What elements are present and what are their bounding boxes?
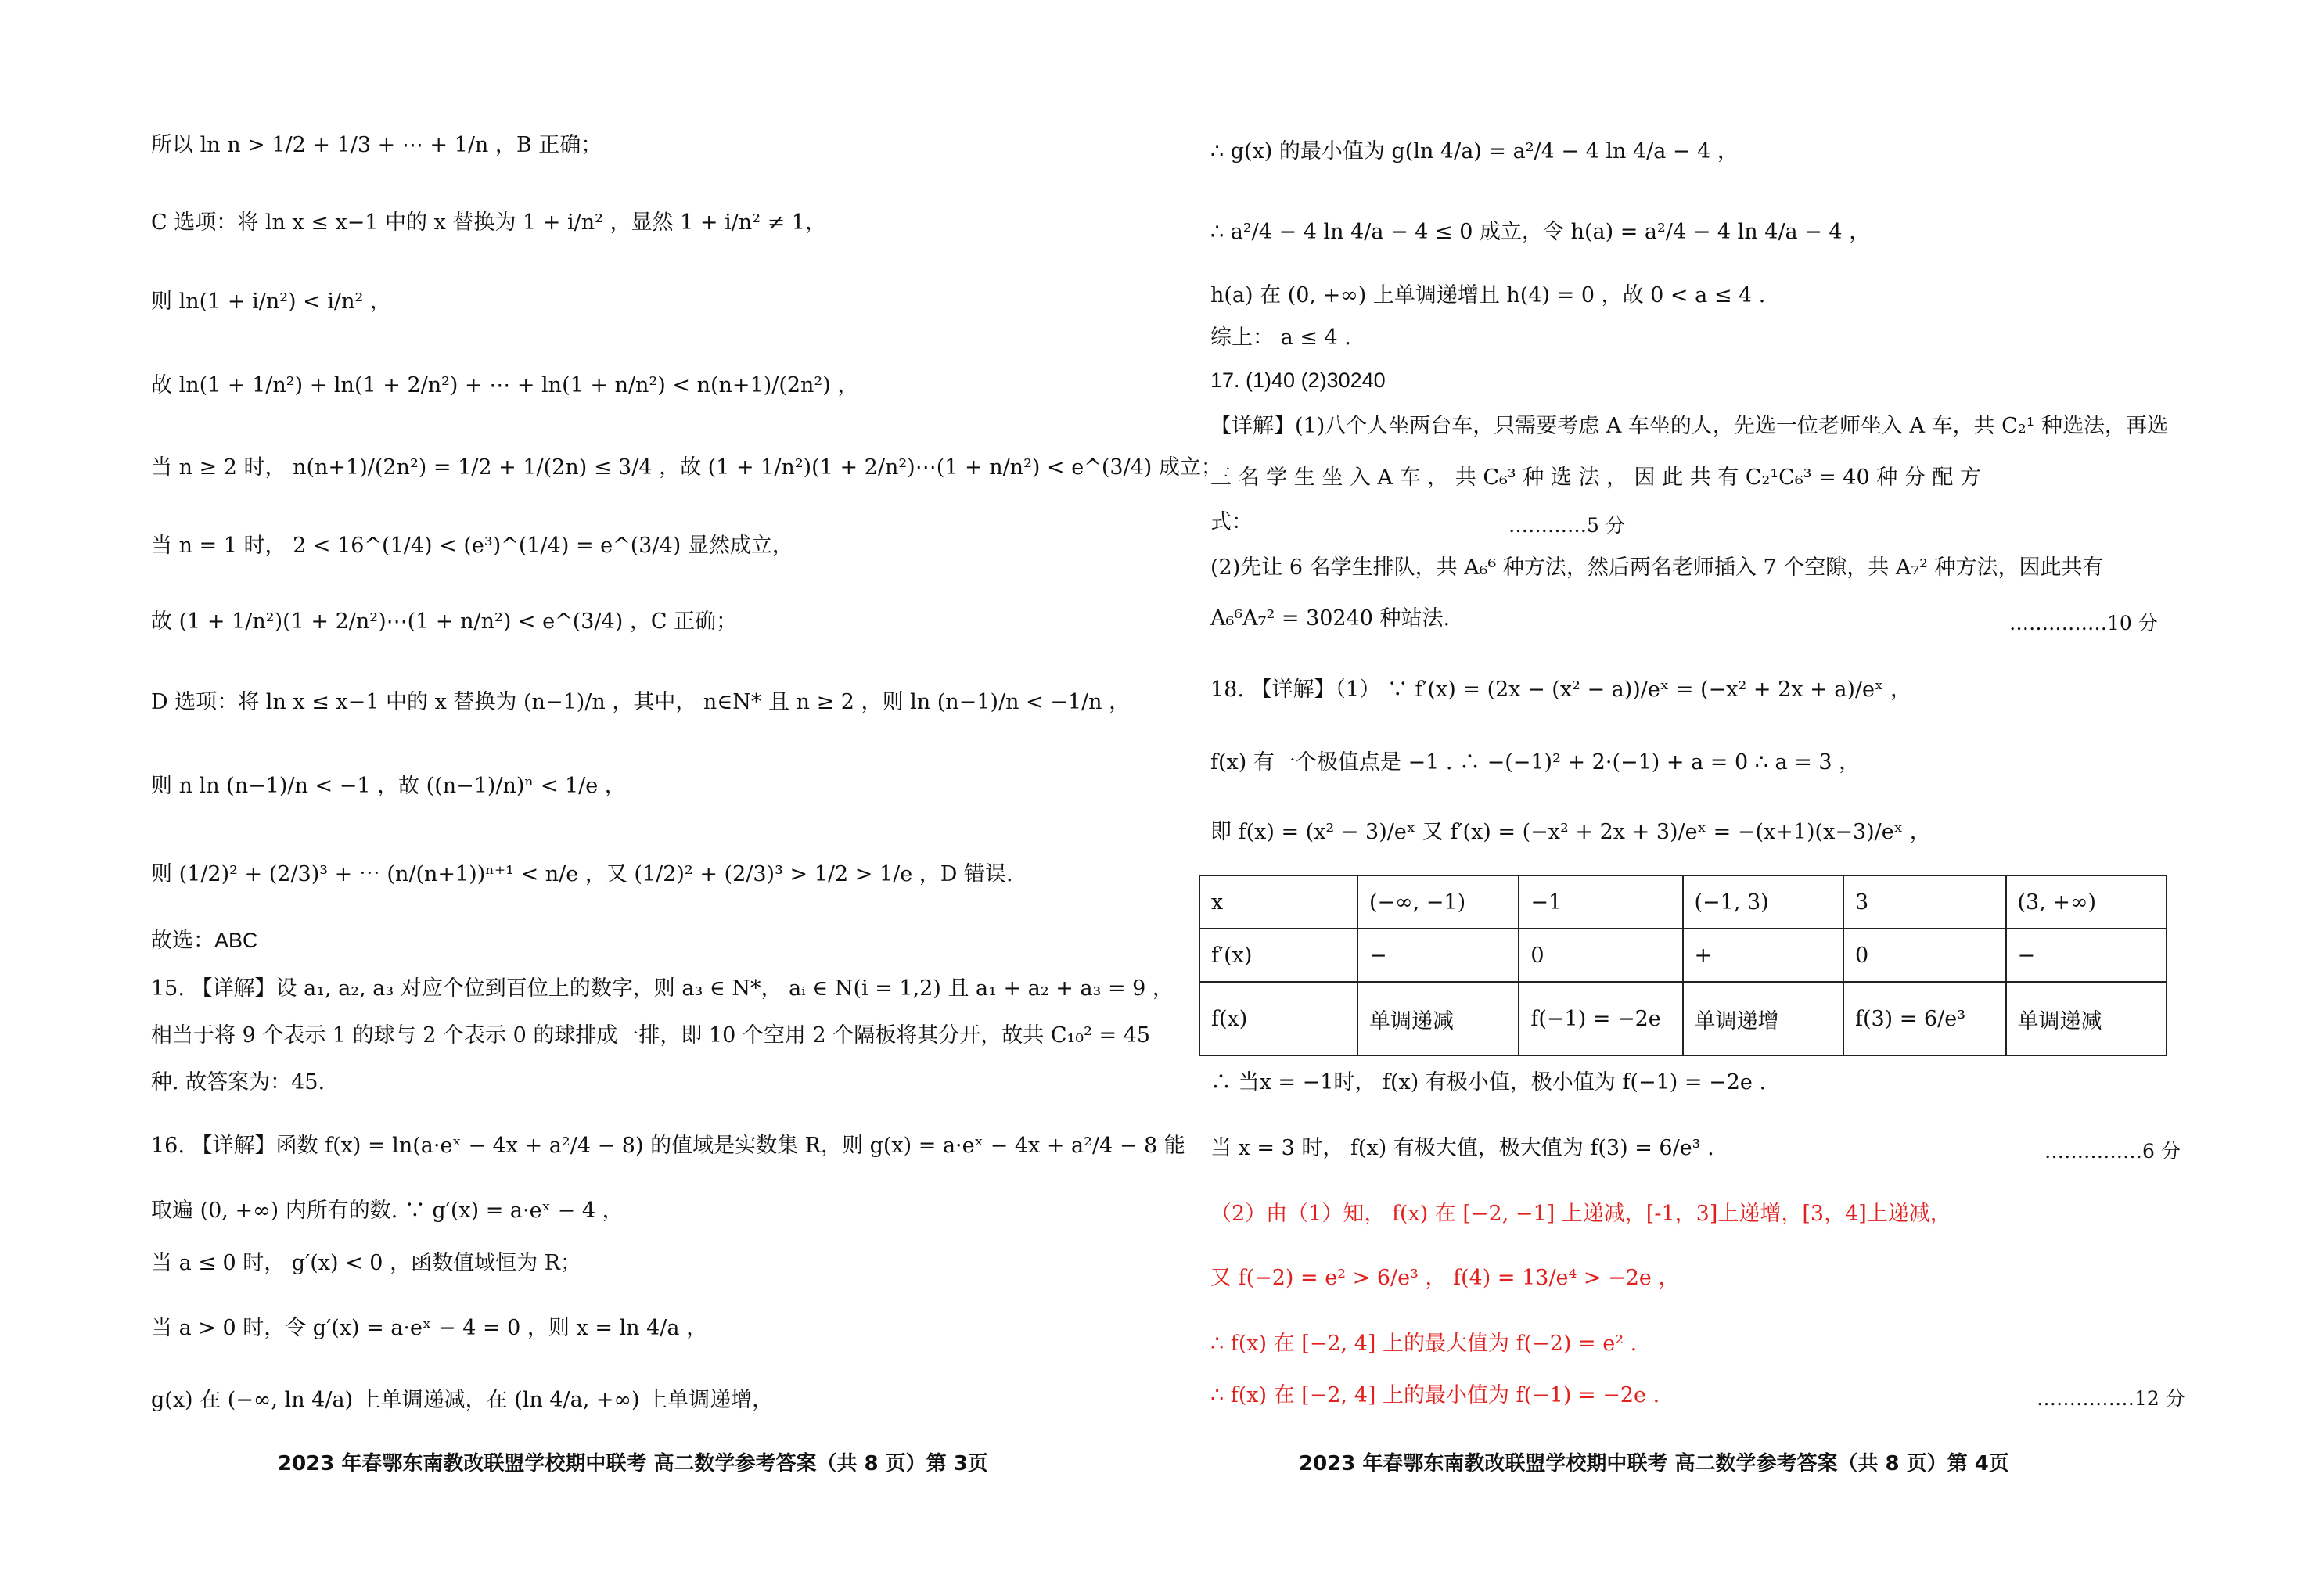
text-line: 【详解】(1)八个人坐两台车，只需要考虑 A 车坐的人，先选一位老师坐入 A 车，共 C₂¹ 种选法，再选 bbox=[1210, 414, 2169, 438]
text-line: 16. 【详解】函数 f(x) = ln(a·eˣ − 4x + a²/4 − 8) 的值域是实数集 R，则 g(x) = a·eˣ − 4x + a²/4 − 8 能 bbox=[151, 1134, 1185, 1158]
text-line: 所以 ln n > 1/2 + 1/3 + ⋯ + 1/n ，B 正确； bbox=[151, 133, 602, 157]
text-line: 17. (1)40 (2)30240 bbox=[1210, 368, 1386, 392]
text-line: 当 x = 3 时， f(x) 有极大值，极大值为 f(3) = 6/e³ . bbox=[1210, 1136, 1714, 1160]
text-line: D 选项：将 ln x ≤ x−1 中的 x 替换为 (n−1)/n ，其中， n∈N* 且 n ≥ 2 ，则 ln (n−1)/n < −1/n ， bbox=[151, 690, 1131, 714]
text-line: ∴ a²/4 − 4 ln 4/a − 4 ≤ 0 成立，令 h(a) = a²/4 − 4 ln 4/a − 4 ， bbox=[1210, 220, 1871, 244]
text-line: 则 ln(1 + i/n²) < i/n² ， bbox=[151, 289, 391, 314]
table-cell: 单调递增 bbox=[1683, 982, 1843, 1055]
text-line: 又 f(−2) = e² > 6/e³ ， f(4) = 13/e⁴ > −2e ， bbox=[1210, 1266, 1680, 1290]
table-cell: f′(x) bbox=[1199, 929, 1357, 982]
text-line: (2)先让 6 名学生排队，共 A₆⁶ 种方法，然后两名老师插入 7 个空隙，共 A₇² 种方法，因此共有 bbox=[1210, 555, 2104, 580]
table-cell: 单调递减 bbox=[1357, 982, 1519, 1055]
text-line: A₆⁶A₇² = 30240 种站法. bbox=[1210, 606, 1451, 631]
text-line: 即 f(x) = (x² − 3)/eˣ 又 f′(x) = (−x² + 2x + 3)/eˣ = −(x+1)(x−3)/eˣ ， bbox=[1210, 820, 1931, 844]
variation-table bbox=[1199, 875, 2167, 1056]
table-cell: x bbox=[1199, 875, 1357, 929]
text-line: 相当于将 9 个表示 1 的球与 2 个表示 0 的球排成一排，即 10 个空用 2 个隔板将其分开，故共 C₁₀² = 45 bbox=[151, 1023, 1151, 1048]
text-line: 当 a > 0 时，令 g′(x) = a·eˣ − 4 = 0 ，则 x = ln 4/a ， bbox=[151, 1316, 708, 1340]
text-line: 当 a ≤ 0 时， g′(x) < 0 ，函数值域恒为 R； bbox=[151, 1251, 581, 1275]
score-mark: ……………6 分 bbox=[2044, 1140, 2181, 1163]
score-mark: ……………12 分 bbox=[2037, 1387, 2185, 1410]
text-line: 故选：ABC bbox=[151, 929, 258, 952]
table-cell: (−1, 3) bbox=[1683, 875, 1843, 929]
text-line: 当 n ≥ 2 时， n(n+1)/(2n²) = 1/2 + 1/(2n) ≤ 3/4 ，故 (1 + 1/n²)(1 + 2/n²)⋯(1 + n/n²) < e^(3/4) 成立； bbox=[151, 455, 1222, 480]
page-footer: 2023 年春鄂东南教改联盟学校期中联考 高二数学参考答案（共 8 页）第 3页 bbox=[278, 1452, 988, 1476]
table-row bbox=[1199, 982, 2167, 1055]
text-line: 故 ln(1 + 1/n²) + ln(1 + 2/n²) + ⋯ + ln(1 + n/n²) < n(n+1)/(2n²) ， bbox=[151, 373, 859, 397]
score-mark: ……………10 分 bbox=[2009, 612, 2158, 634]
text-line: 当 n = 1 时， 2 < 16^(1/4) < (e³)^(1/4) = e^(3/4) 显然成立， bbox=[151, 534, 793, 558]
text-line: ∴ f(x) 在 [−2, 4] 上的最大值为 f(−2) = e² . bbox=[1210, 1332, 1638, 1356]
table-row bbox=[1199, 875, 2167, 929]
text-line: f(x) 有一个极值点是 −1 . ∴ −(−1)² + 2·(−1) + a = 0 ∴ a = 3 ， bbox=[1210, 750, 1861, 775]
page-footer: 2023 年春鄂东南教改联盟学校期中联考 高二数学参考答案（共 8 页）第 4页 bbox=[1299, 1452, 2009, 1476]
table-cell: − bbox=[1357, 929, 1519, 982]
text-line: ∴ f(x) 在 [−2, 4] 上的最小值为 f(−1) = −2e . bbox=[1210, 1383, 1660, 1407]
text-line: 故 (1 + 1/n²)(1 + 2/n²)⋯(1 + n/n²) < e^(3/4) ，C 正确； bbox=[151, 609, 738, 634]
text-line: C 选项：将 ln x ≤ x−1 中的 x 替换为 1 + i/n² ，显然 1 + i/n² ≠ 1， bbox=[151, 210, 826, 235]
table-row bbox=[1199, 929, 2167, 982]
table-cell: f(−1) = −2e bbox=[1519, 982, 1682, 1055]
table-cell: 0 bbox=[1519, 929, 1682, 982]
text-line: （2）由（1）知， f(x) 在 [−2, −1] 上递减，[-1，3]上递增，[3，4]上递减， bbox=[1210, 1202, 1951, 1226]
table-cell: 0 bbox=[1843, 929, 2006, 982]
table-cell: f(3) = 6/e³ bbox=[1843, 982, 2006, 1055]
table-cell: 单调递减 bbox=[2006, 982, 2167, 1055]
text-line: 种. 故答案为：45. bbox=[151, 1070, 325, 1095]
text-line: 15. 【详解】设 a₁, a₂, a₃ 对应个位到百位上的数字，则 a₃ ∈ N*， aᵢ ∈ N(i = 1,2) 且 a₁ + a₂ + a₃ = 9 ， bbox=[151, 976, 1174, 1001]
text-line: 18. 【详解】（1） ∵ f′(x) = (2x − (x² − a))/eˣ = (−x² + 2x + a)/eˣ ， bbox=[1210, 678, 1912, 702]
table-cell: (−∞, −1) bbox=[1357, 875, 1519, 929]
text-line: 综上： a ≤ 4 . bbox=[1210, 325, 1351, 350]
text-line: 式： bbox=[1210, 510, 1253, 534]
text-line: ∴ g(x) 的最小值为 g(ln 4/a) = a²/4 − 4 ln 4/a − 4 ， bbox=[1210, 139, 1739, 164]
table-cell: + bbox=[1683, 929, 1843, 982]
table-cell: (3, +∞) bbox=[2006, 875, 2167, 929]
score-mark: …………5 分 bbox=[1508, 514, 1625, 537]
table-cell: −1 bbox=[1519, 875, 1682, 929]
text-line: g(x) 在 (−∞, ln 4/a) 上单调递减，在 (ln 4/a, +∞) 上单调递增， bbox=[151, 1388, 774, 1412]
table-cell: 3 bbox=[1843, 875, 2006, 929]
text-line: 三 名 学 生 坐 入 A 车 ， 共 C₆³ 种 选 法 ， 因 此 共 有 C₂¹C₆³ = 40 种 分 配 方 bbox=[1210, 466, 1981, 490]
text-line: 则 n ln (n−1)/n < −1 ，故 ((n−1)/n)ⁿ < 1/e ， bbox=[151, 774, 626, 798]
text-line: 则 (1/2)² + (2/3)³ + ⋯ (n/(n+1))ⁿ⁺¹ < n/e ，又 (1/2)² + (2/3)³ > 1/2 > 1/e ，D 错误. bbox=[151, 862, 1013, 886]
table-cell: f(x) bbox=[1199, 982, 1357, 1055]
text-line: 取遍 (0, +∞) 内所有的数. ∵ g′(x) = a·eˣ − 4 ， bbox=[151, 1199, 624, 1223]
table-cell: − bbox=[2006, 929, 2167, 982]
text-line: ∴ 当x = −1时， f(x) 有极小值，极小值为 f(−1) = −2e . bbox=[1210, 1070, 1767, 1095]
text-line: h(a) 在 (0, +∞) 上单调递增且 h(4) = 0 ，故 0 < a ≤ 4 . bbox=[1210, 283, 1766, 307]
